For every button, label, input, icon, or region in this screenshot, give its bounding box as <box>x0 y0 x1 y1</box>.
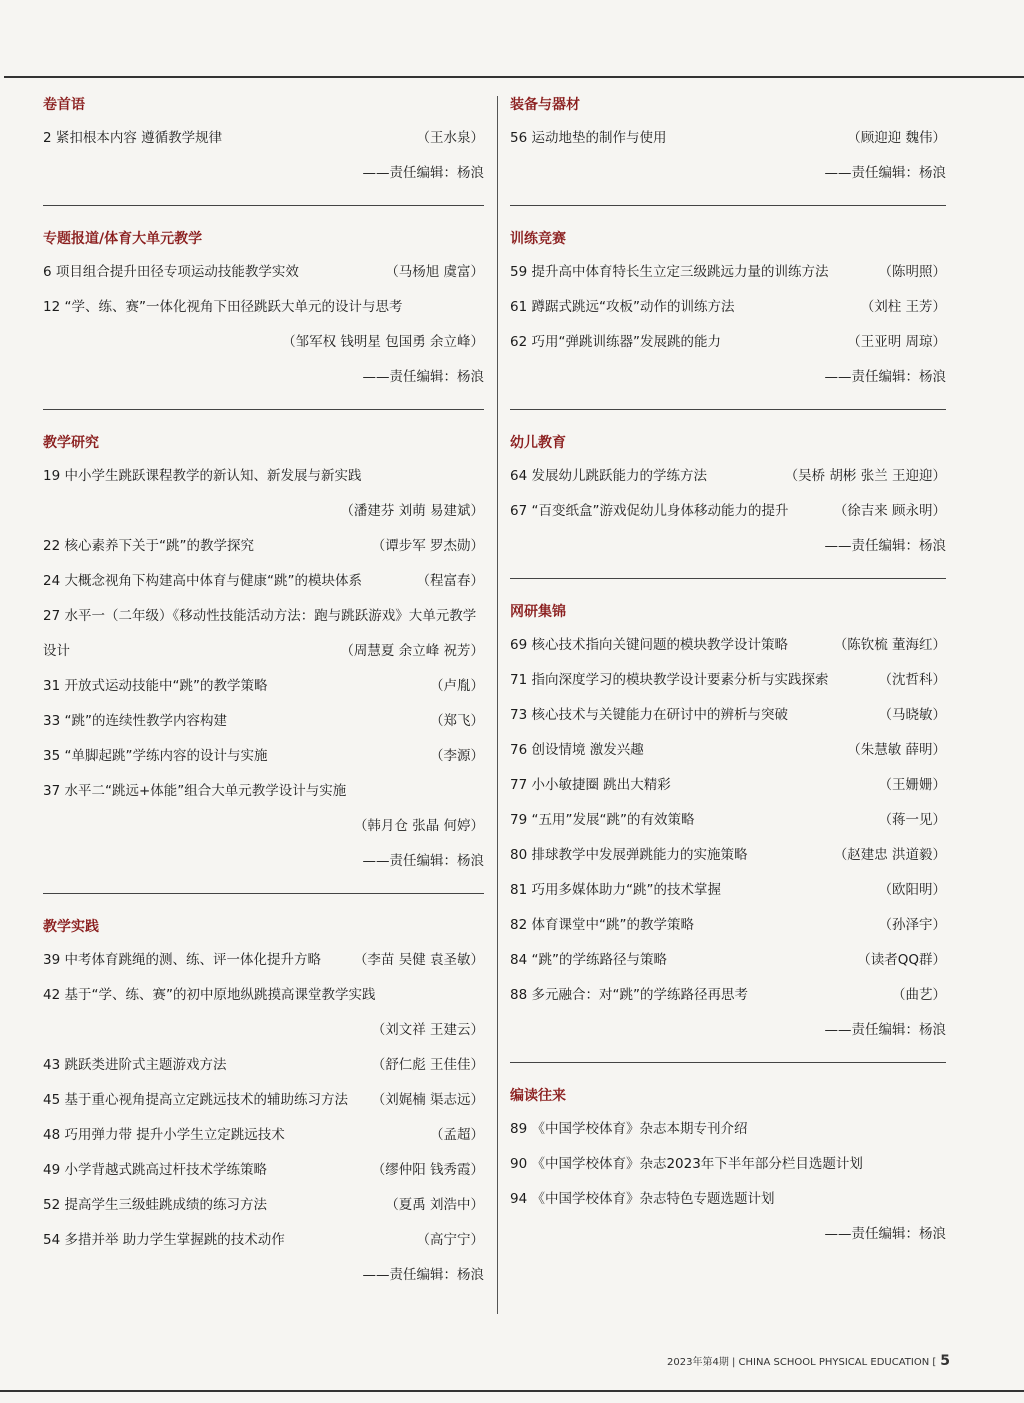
entry-title: 79 “五用”发展“跳”的有效策略 <box>510 812 695 828</box>
entry-title: 71 指向深度学习的模块教学设计要素分析与实践探索 <box>510 672 829 688</box>
entry-authors: （高宁宁） <box>416 1232 484 1248</box>
toc-entry[interactable] <box>43 975 484 1010</box>
section-title: 教学实践 <box>43 919 99 935</box>
entry-title: 94 《中国学校体育》杂志特色专题选题计划 <box>510 1191 775 1207</box>
right-column <box>510 92 946 1250</box>
toc-entry[interactable] <box>43 1045 484 1080</box>
toc-entry[interactable] <box>510 905 946 940</box>
toc-entry[interactable] <box>43 526 484 561</box>
issue-label: 2023年第4期 | CHINA SCHOOL PHYSICAL EDUCATION [ <box>667 1357 937 1368</box>
editor-credit: ——责任编辑：杨浪 <box>824 538 946 554</box>
toc-entry[interactable] <box>43 771 484 806</box>
entry-authors: （周慧夏 余立峰 祝芳） <box>340 643 484 659</box>
entry-title: 33 “跳”的连续性教学内容构建 <box>43 713 227 729</box>
toc-entry[interactable] <box>43 1115 484 1150</box>
toc-entry-continued[interactable] <box>43 631 484 666</box>
entry-authors-line <box>43 491 484 526</box>
entry-authors: （蒋一见） <box>878 812 946 828</box>
toc-entry[interactable] <box>43 666 484 701</box>
section-title: 编读往来 <box>510 1088 566 1104</box>
toc-entry[interactable] <box>510 287 946 322</box>
toc-entry[interactable] <box>510 765 946 800</box>
entry-title: 49 小学背越式跳高过杆技术学练策略 <box>43 1162 267 1178</box>
entry-authors-line <box>43 1010 484 1045</box>
entry-title: 35 “单脚起跳”学练内容的设计与实施 <box>43 748 268 764</box>
entry-authors: （马杨旭 虞富） <box>385 264 484 280</box>
entry-authors: （夏禹 刘浩中） <box>385 1197 484 1213</box>
toc-entry[interactable] <box>43 701 484 736</box>
section-title: 装备与器材 <box>510 97 580 113</box>
toc-entry[interactable] <box>510 800 946 835</box>
entry-authors: （刘柱 王芳） <box>860 299 946 315</box>
section-title: 网研集锦 <box>510 604 566 620</box>
entry-authors-line <box>43 806 484 841</box>
bottom-rule <box>0 1390 1024 1392</box>
entry-authors: （潘建芬 刘萌 易建斌） <box>340 503 484 519</box>
entry-authors: （朱慧敏 薛明） <box>847 742 946 758</box>
entry-authors: （舒仁彪 王佳佳） <box>371 1057 484 1073</box>
entry-title: 6 项目组合提升田径专项运动技能教学实效 <box>43 264 299 280</box>
entry-title: 76 创设情境 激发兴趣 <box>510 742 644 758</box>
toc-entry[interactable] <box>43 736 484 771</box>
toc-entry[interactable] <box>510 835 946 870</box>
entry-authors: （刘文祥 王建云） <box>371 1022 484 1038</box>
entry-title: 56 运动地垫的制作与使用 <box>510 130 667 146</box>
entry-authors: （卢胤） <box>430 678 484 694</box>
editor-credit: ——责任编辑：杨浪 <box>824 1226 946 1242</box>
entry-title: 69 核心技术指向关键问题的模块教学设计策略 <box>510 637 788 653</box>
entry-authors: （王姗姗） <box>878 777 946 793</box>
toc-entry[interactable] <box>43 596 484 631</box>
editor-credit: ——责任编辑：杨浪 <box>362 853 484 869</box>
toc-entry[interactable] <box>510 940 946 975</box>
entry-title: 2 紧扣根本内容 遵循教学规律 <box>43 130 223 146</box>
column-divider <box>497 96 498 1314</box>
entry-authors: （沈哲科） <box>878 672 946 688</box>
entry-authors: （李源） <box>430 748 484 764</box>
entry-authors: （欧阳明） <box>878 882 946 898</box>
section-title: 幼儿教育 <box>510 435 566 451</box>
entry-authors: （赵建忠 洪道毅） <box>833 847 946 863</box>
entry-title: 77 小小敏捷圈 跳出大精彩 <box>510 777 671 793</box>
editor-credit: ——责任编辑：杨浪 <box>824 1022 946 1038</box>
toc-entry[interactable] <box>510 870 946 905</box>
entry-title: 89 《中国学校体育》杂志本期专刊介绍 <box>510 1121 748 1137</box>
entry-title: 37 水平二“跳远+体能”组合大单元教学设计与实施 <box>43 783 347 799</box>
editor-credit: ——责任编辑：杨浪 <box>362 165 484 181</box>
toc-entry[interactable] <box>43 561 484 596</box>
entry-title: 48 巧用弹力带 提升小学生立定跳远技术 <box>43 1127 285 1143</box>
entry-authors: （谭步军 罗杰勋） <box>371 538 484 554</box>
editor-credit: ——责任编辑：杨浪 <box>824 369 946 385</box>
entry-title: 22 核心素养下关于“跳”的教学探究 <box>43 538 254 554</box>
toc-entry[interactable] <box>510 252 946 287</box>
page-footer <box>667 1353 950 1369</box>
toc-entry[interactable] <box>510 660 946 695</box>
entry-authors: （韩月仓 张晶 何婷） <box>353 818 484 834</box>
toc-entry[interactable] <box>510 322 946 357</box>
toc-entry[interactable] <box>43 1150 484 1185</box>
entry-title: 52 提高学生三级蛙跳成绩的练习方法 <box>43 1197 267 1213</box>
toc-entry[interactable] <box>510 1109 946 1144</box>
toc-entry[interactable] <box>510 456 946 491</box>
section-title: 卷首语 <box>43 97 85 113</box>
entry-authors: （郑飞） <box>430 713 484 729</box>
entry-title: 80 排球教学中发展弹跳能力的实施策略 <box>510 847 748 863</box>
entry-title: 84 “跳”的学练路径与策略 <box>510 952 667 968</box>
entry-title: 81 巧用多媒体助力“跳”的技术掌握 <box>510 882 721 898</box>
toc-entry[interactable] <box>510 975 946 1010</box>
entry-title: 54 多措并举 助力学生掌握跳的技术动作 <box>43 1232 285 1248</box>
entry-authors: （陈明照） <box>878 264 946 280</box>
entry-title: 43 跳跃类进阶式主题游戏方法 <box>43 1057 227 1073</box>
entry-title: 19 中小学生跳跃课程教学的新认知、新发展与新实践 <box>43 468 362 484</box>
entry-authors: （王水泉） <box>416 130 484 146</box>
section-title: 专题报道/体育大单元教学 <box>43 231 203 247</box>
entry-title: 73 核心技术与关键能力在研讨中的辨析与突破 <box>510 707 788 723</box>
editor-credit: ——责任编辑：杨浪 <box>362 369 484 385</box>
entry-authors: （程富春） <box>416 573 484 589</box>
entry-title: 88 多元融合：对“跳”的学练路径再思考 <box>510 987 748 1003</box>
toc-entry[interactable] <box>43 287 484 322</box>
entry-authors: （顾迎迎 魏伟） <box>847 130 946 146</box>
entry-title: 64 发展幼儿跳跃能力的学练方法 <box>510 468 707 484</box>
entry-title: 24 大概念视角下构建高中体育与健康“跳”的模块体系 <box>43 573 362 589</box>
editor-credit: ——责任编辑：杨浪 <box>362 1267 484 1283</box>
entry-title: 31 开放式运动技能中“跳”的教学策略 <box>43 678 268 694</box>
entry-authors: （曲艺） <box>892 987 946 1003</box>
entry-title: 39 中考体育跳绳的测、练、评一体化提升方略 <box>43 952 321 968</box>
toc-entry[interactable] <box>510 491 946 526</box>
entry-title: 90 《中国学校体育》杂志2023年下半年部分栏目选题计划 <box>510 1156 863 1172</box>
entry-authors: （邹军权 钱明星 包国勇 余立峰） <box>282 334 484 350</box>
entry-authors: （陈钦梳 董海红） <box>833 637 946 653</box>
entry-title: 45 基于重心视角提高立定跳远技术的辅助练习方法 <box>43 1092 348 1108</box>
entry-title: 62 巧用“弹跳训练器”发展跳的能力 <box>510 334 721 350</box>
top-rule <box>4 76 1024 78</box>
toc-entry[interactable] <box>510 730 946 765</box>
entry-title: 42 基于“学、练、赛”的初中原地纵跳摸高课堂教学实践 <box>43 987 376 1003</box>
toc-entry[interactable] <box>43 1220 484 1255</box>
entry-title: 67 “百变纸盒”游戏促幼儿身体移动能力的提升 <box>510 503 789 519</box>
entry-title: 61 蹲踞式跳远“攻板”动作的训练方法 <box>510 299 735 315</box>
toc-entry[interactable] <box>43 1080 484 1115</box>
entry-authors: （王亚明 周琼） <box>847 334 946 350</box>
toc-entry[interactable] <box>510 118 946 153</box>
entry-authors: （徐吉来 顾永明） <box>833 503 946 519</box>
entry-authors: （李苗 吴健 袁圣敏） <box>353 952 484 968</box>
left-column <box>43 92 484 1291</box>
toc-entry[interactable] <box>43 940 484 975</box>
entry-authors-line <box>43 322 484 357</box>
toc-entry[interactable] <box>43 456 484 491</box>
entry-title: 27 水平一（二年级）《移动性技能活动方法：跑与跳跃游戏》大单元教学 <box>43 608 477 624</box>
editor-credit: ——责任编辑：杨浪 <box>824 165 946 181</box>
entry-authors: （孙泽宇） <box>878 917 946 933</box>
toc-entry[interactable] <box>510 1179 946 1214</box>
toc-entry[interactable] <box>43 1185 484 1220</box>
toc-entry[interactable] <box>510 1144 946 1179</box>
entry-authors: （读者QQ群） <box>857 952 946 968</box>
toc-entry[interactable] <box>43 252 484 287</box>
entry-title: 82 体育课堂中“跳”的教学策略 <box>510 917 694 933</box>
entry-authors: （缪仲阳 钱秀霞） <box>371 1162 484 1178</box>
toc-entry[interactable] <box>510 695 946 730</box>
page-number: 5 <box>940 1353 950 1369</box>
entry-title: 12 “学、练、赛”一体化视角下田径跳跃大单元的设计与思考 <box>43 299 403 315</box>
entry-authors: （刘娓楠 渠志远） <box>371 1092 484 1108</box>
entry-title-continued: 设计 <box>43 643 70 659</box>
toc-entry[interactable] <box>510 625 946 660</box>
entry-title: 59 提升高中体育特长生立定三级跳远力量的训练方法 <box>510 264 829 280</box>
section-title: 训练竞赛 <box>510 231 566 247</box>
entry-authors: （吴桥 胡彬 张兰 王迎迎） <box>784 468 946 484</box>
entry-authors: （孟超） <box>430 1127 484 1143</box>
section-title: 教学研究 <box>43 435 99 451</box>
toc-entry[interactable] <box>43 118 484 153</box>
entry-authors: （马晓敏） <box>878 707 946 723</box>
